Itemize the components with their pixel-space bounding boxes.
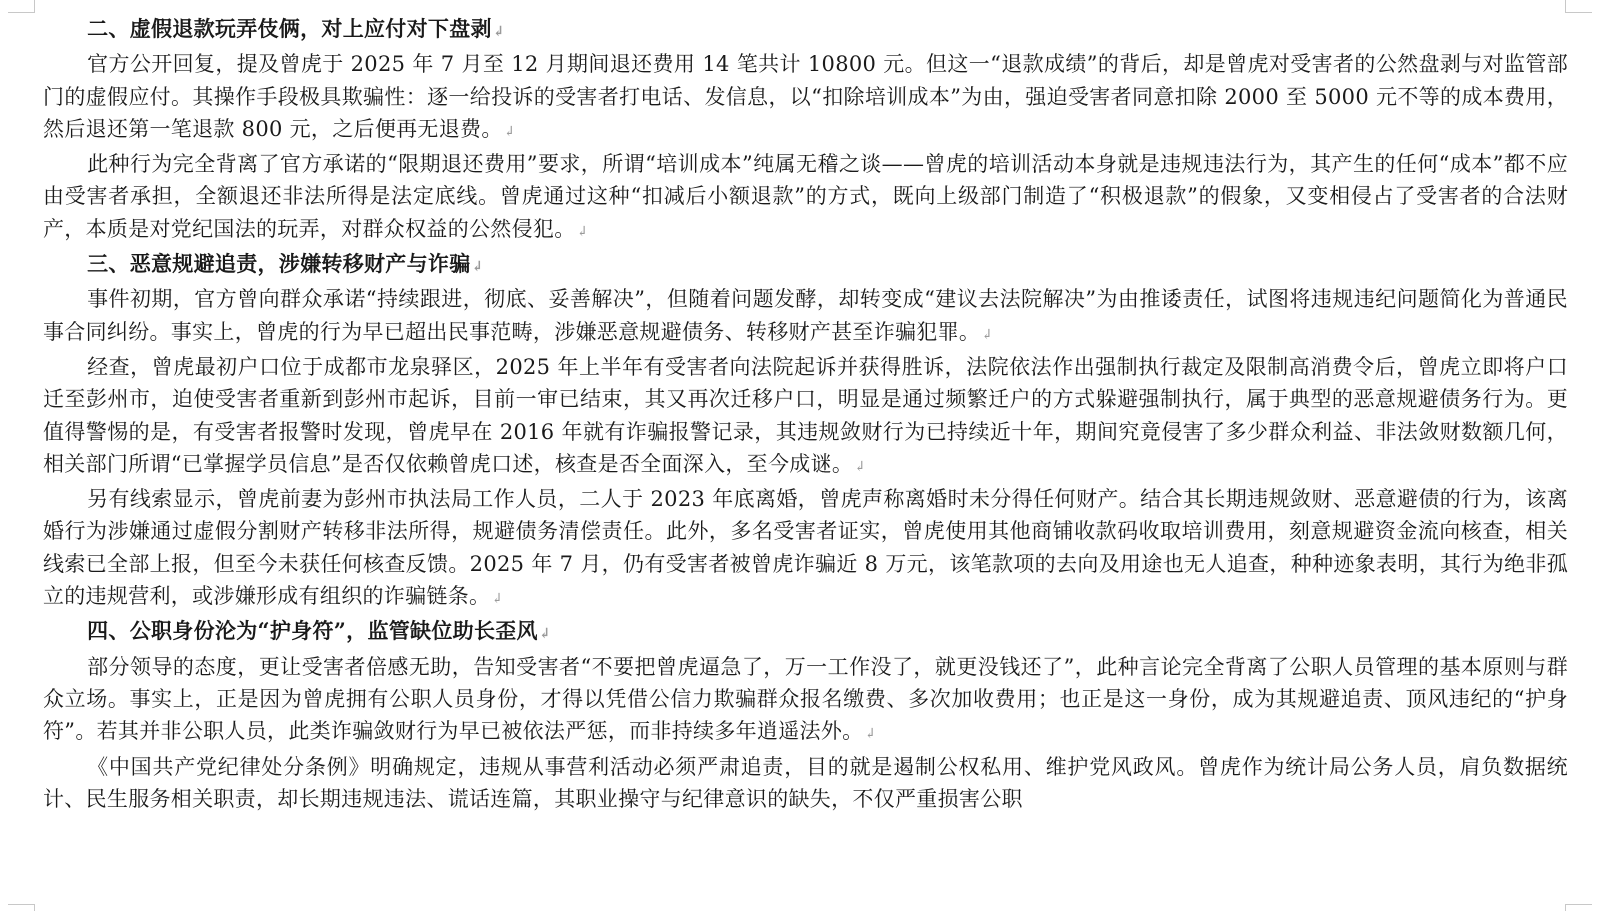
paragraph-mark-icon: ↲ [854, 458, 867, 475]
paragraph-mark-icon: ↲ [471, 259, 484, 276]
paragraph: 经查，曾虎最初户口位于成都市龙泉驿区，2025 年上半年有受害者向法院起诉并获得胜诉，法院依法作出强制执行裁定及限制高消费令后，曾虎立即将户口迁至彭州市，迫使受害者重新到彭州市起诉，目前一审已结束，其又再次迁移户口，明显是通过频繁迁户的方式躲避强制执行，属于典型的恶意规避债务行为。更值得警惕的是，有受害者报警时发现，曾虎早在 2016 年就有诈骗报警记录，其违规敛财行为已持续近十年，期间究竟侵害了多少群众利益、非法敛财数额几何，相关部门所谓“已掌握学员信息”是否仅依赖曾虎口述，核查是否全面深入，至今成谜。↲ [43, 354, 1568, 476]
crop-mark-top-right [1565, 0, 1592, 13]
crop-mark-bottom-right [1565, 904, 1592, 911]
paragraph-mark-icon: ↲ [864, 726, 877, 743]
paragraph-mark-icon: ↲ [492, 24, 505, 40]
paragraph-mark-icon: ↲ [576, 223, 589, 240]
paragraph: 另有线索显示，曾虎前妻为彭州市执法局工作人员，二人于 2023 年底离婚，曾虎声称离婚时未分得任何财产。结合其长期违规敛财、恶意避债的行为，该离婚行为涉嫌通过虚假分割财产转移非法所得，规避债务清偿责任。此外，多名受害者证实，曾虎使用其他商铺收款码收取培训费用，刻意规避资金流向核查，相关线索已全部上报，但至今未获任何核查反馈。2025 年 7 月，仍有受害者被曾虎诈骗近 8 万元，该笔款项的去向及用途也无人追查，种种迹象表明，其行为绝非孤立的违规营利，或涉嫌形成有组织的诈骗链条。↲ [43, 487, 1568, 609]
paragraph: 部分领导的态度，更让受害者倍感无助，告知受害者“不要把曾虎逼急了，万一工作没了，就更没钱还了”，此种言论完全背离了公职人员管理的基本原则与群众立场。事实上，正是因为曾虎拥有公职人员身份，才得以凭借公信力欺骗群众报名缴费、多次加收费用；也正是这一身份，成为其规避追责、顶风违纪的“护身符”。若其并非公职人员，此类诈骗敛财行为早已被依法严惩，而非持续多年逍遥法外。↲ [43, 654, 1568, 744]
paragraph: 官方公开回复，提及曾虎于 2025 年 7 月至 12 月期间退还费用 14 笔共计 10800 元。但这一“退款成绩”的背后，却是曾虎对受害者的公然盘剥与对监管部门的虚假应付。其操作手段极具欺骗性：逐一给投诉的受害者打电话、发信息，以“扣除培训成本”为由，强迫受害者同意扣除 2000 至 5000 元不等的成本费用，然后退还第一笔退款 800 元，之后便再无退费。↲ [43, 52, 1568, 141]
crop-mark-top-left [8, 0, 35, 13]
paragraph-mark-icon: ↲ [981, 326, 994, 343]
section-heading-2: 二、虚假退款玩弄伎俩，对上应付对下盘剥↲ [87, 16, 505, 41]
paragraph: 《中国共产党纪律处分条例》明确规定，违规从事营利活动必须严肃追责，目的就是遏制公权私用、维护党风政风。曾虎作为统计局公务人员，肩负数据统计、民生服务相关职责，却长期违规违法、谎话连篇，其职业操守与纪律意识的缺失，不仅严重损害公职 [43, 754, 1568, 811]
section-heading-3: 三、恶意规避追责，涉嫌转移财产与诈骗↲ [87, 251, 484, 277]
paragraph-mark-icon: ↲ [538, 626, 551, 643]
paragraph-mark-icon: ↲ [503, 123, 516, 140]
section-heading-4: 四、公职身份沦为“护身符”，监管缺位助长歪风↲ [87, 618, 551, 644]
paragraph: 此种行为完全背离了官方承诺的“限期退还费用”要求，所谓“培训成本”纯属无稽之谈——曾虎的培训活动本身就是违规违法行为，其产生的任何“成本”都不应由受害者承担，全额退还非法所得是法定底线。曾虎通过这种“扣减后小额退款”的方式，既向上级部门制造了“积极退款”的假象，又变相侵占了受害者的合法财产，本质是对党纪国法的玩弄，对群众权益的公然侵犯。↲ [43, 152, 1568, 241]
crop-mark-bottom-left [8, 904, 35, 911]
paragraph-mark-icon: ↲ [491, 591, 504, 608]
document-body[interactable] [43, 13, 1568, 815]
paragraph: 事件初期，官方曾向群众承诺“持续跟进，彻底、妥善解决”，但随着问题发酵，却转变成“建议去法院解决”为由推诿责任，试图将违规违纪问题简化为普通民事合同纠纷。事实上，曾虎的行为早已超出民事范畴，涉嫌恶意规避债务、转移财产甚至诈骗犯罪。↲ [43, 287, 1568, 344]
